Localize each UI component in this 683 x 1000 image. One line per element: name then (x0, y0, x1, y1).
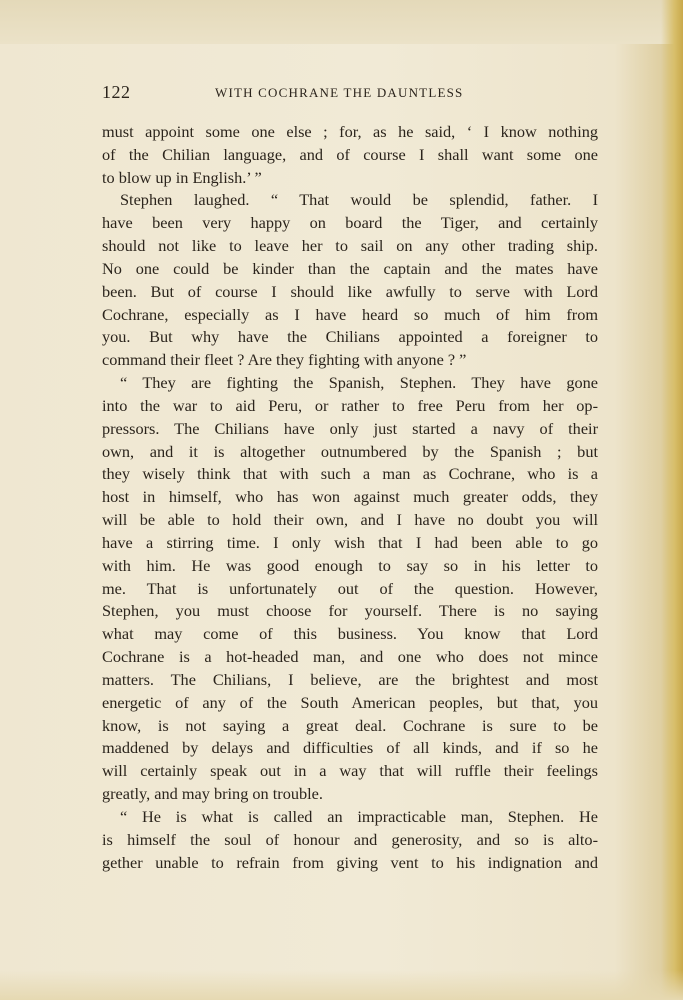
text-line: must appoint some one else ; for, as he said, ‘ I know nothing (102, 122, 598, 141)
text-line: Cochrane, especially as I have heard so much of him from (102, 304, 598, 324)
text-line: pressors. The Chilians have only just started a navy of their (102, 418, 598, 438)
page-number: 122 (102, 82, 131, 102)
text-line: Stephen laughed. “ That would be splendid, father. I (120, 190, 598, 210)
text-line: maddened by delays and difficulties of all kinds, and if so he (102, 738, 598, 758)
text-line: No one could be kinder than the captain and the mates have (102, 258, 598, 278)
text-line: you. But why have the Chilians appointed a foreigner to (102, 327, 598, 347)
text-line: been. But of course I should like awfully to serve with Lord (102, 281, 598, 301)
text-line: of the Chilian language, and of course I shall want some one (102, 144, 598, 164)
text-line: Stephen, you must choose for yourself. There is no saying (102, 601, 598, 621)
running-head (102, 82, 596, 104)
text-line: have been very happy on board the Tiger, and certainly (102, 213, 598, 233)
text-line: have a stirring time. I only wish that I had been able to go (102, 532, 598, 552)
text-line: will certainly speak out in a way that will ruffle their feelings (102, 761, 598, 781)
text-line: they wisely think that with such a man as Cochrane, who is a (102, 464, 598, 484)
text-line: matters. The Chilians, I believe, are the brightest and most (102, 669, 598, 689)
text-line: gether unable to refrain from giving vent to his indignation and (102, 852, 598, 872)
text-line: own, and it is altogether outnumbered by the Spanish ; but (102, 441, 598, 461)
text-line: “ He is what is called an impracticable man, Stephen. He (120, 806, 598, 826)
page-top-margin (0, 0, 683, 44)
text-line: energetic of any of the South American peoples, but that, you (102, 692, 598, 712)
text-line: with him. He was good enough to say so in his letter to (102, 555, 598, 575)
body-text (102, 121, 598, 874)
text-line: host in himself, who has won against much greater odds, they (102, 487, 598, 507)
text-line: me. That is unfortunately out of the question. However, (102, 578, 598, 598)
page-bottom-margin (0, 970, 683, 1000)
text-line: Cochrane is a hot-headed man, and one who does not mince (102, 647, 598, 667)
text-line: know, is not saying a great deal. Cochrane is sure to be (102, 715, 598, 735)
text-line: command their fleet ? Are they fighting with anyone ? ” (102, 350, 467, 370)
text-line: greatly, and may bring on trouble. (102, 784, 323, 804)
text-line: should not like to leave her to sail on any other trading ship. (102, 236, 598, 256)
running-title: WITH COCHRANE THE DAUNTLESS (215, 85, 464, 100)
text-line: “ They are fighting the Spanish, Stephen. They have gone (120, 373, 598, 393)
text-line: will be able to hold their own, and I have no doubt you will (102, 510, 598, 530)
text-line: to blow up in English.’ ” (102, 167, 262, 187)
text-line: is himself the soul of honour and generosity, and so is alto- (102, 829, 598, 849)
page-edge-shadow (661, 0, 683, 1000)
text-line: into the war to aid Peru, or rather to free Peru from her op- (102, 395, 598, 415)
text-line: what may come of this business. You know that Lord (102, 624, 598, 644)
